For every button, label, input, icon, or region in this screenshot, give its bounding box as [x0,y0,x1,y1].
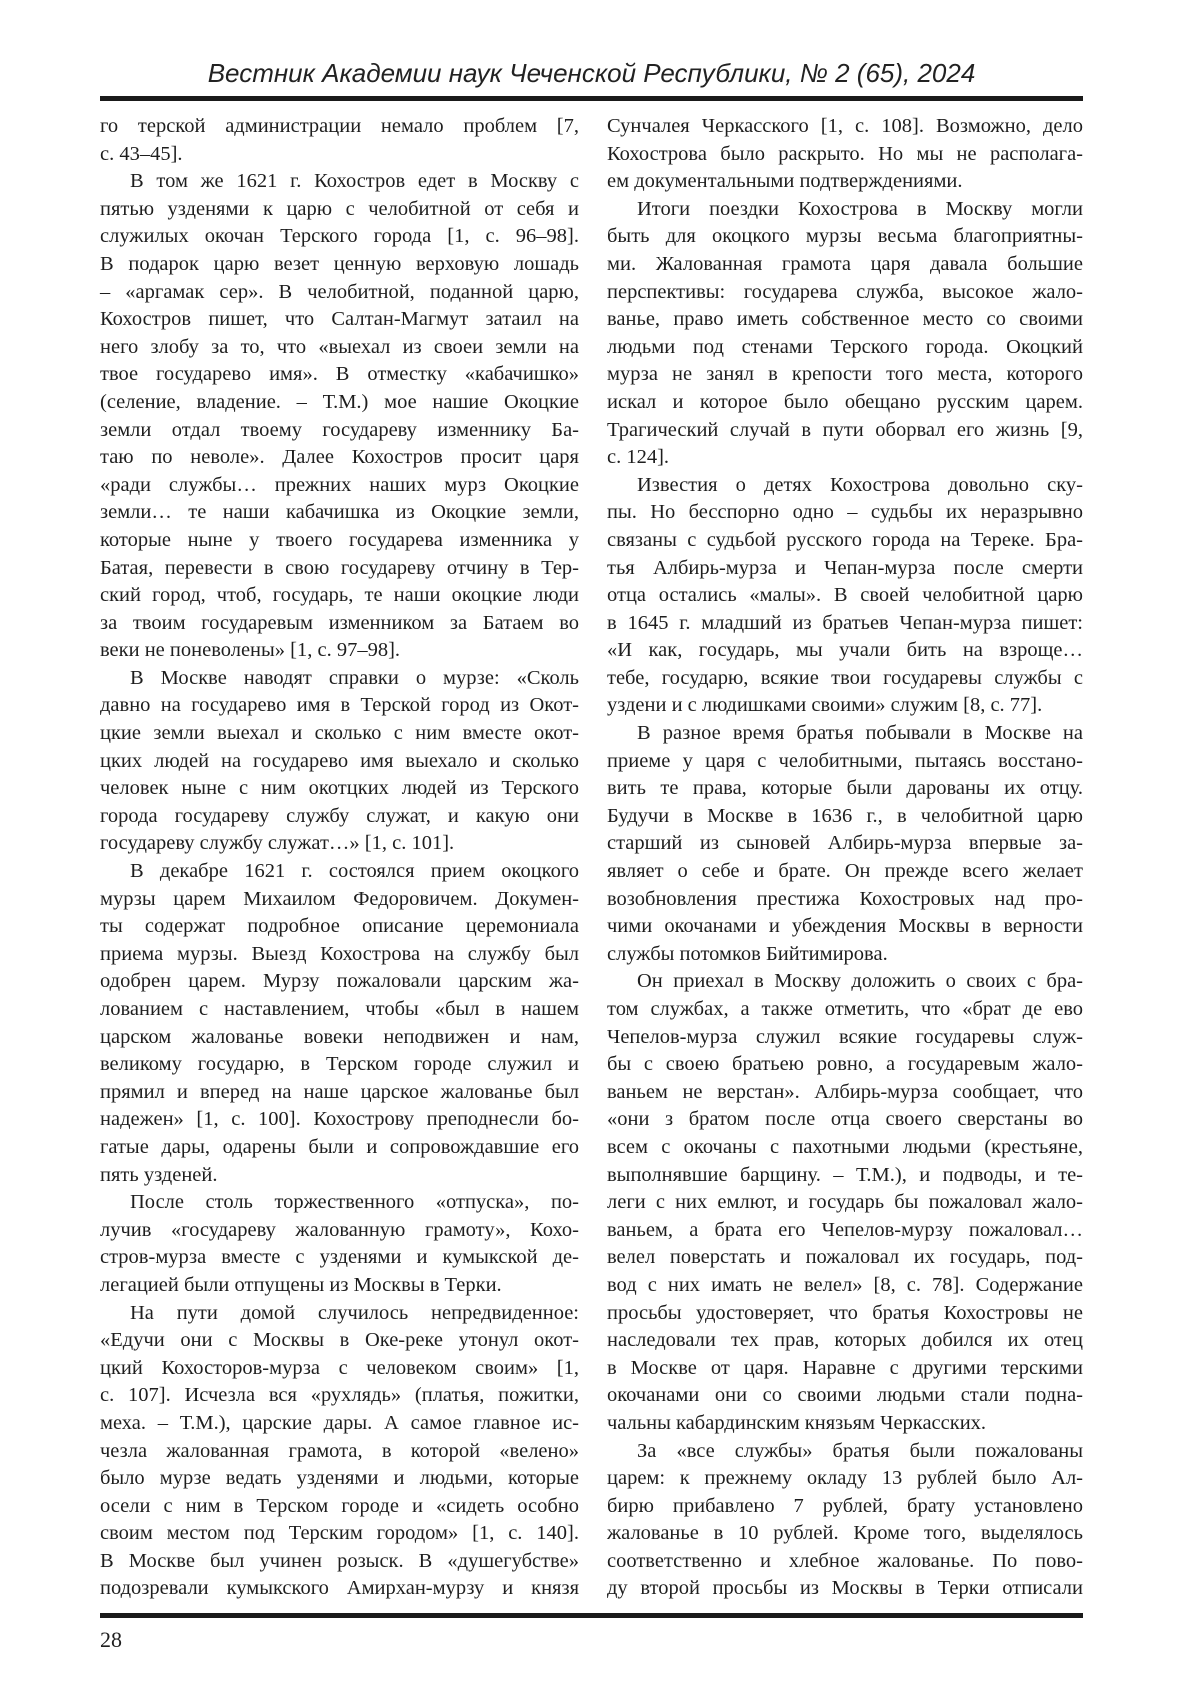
text-line: лованием с наставлением, чтобы «был в нашем [100,996,579,1024]
journal-running-header: Вестник Академии наук Чеченской Республики, № 2 (65), 2024 [100,56,1083,90]
text-line: жалованье в 10 рублей. Кроме того, выделялось [607,1520,1083,1548]
text-line: ваньем не верстан». Албирь-мурза сообщает, что [607,1079,1083,1107]
text-line: После столь торжественного «отпуска», по- [100,1189,579,1217]
text-line: было мурзе ведать узденями и людьми, которые [100,1465,579,1493]
text-line: в Москве от царя. Наравне с другими терскими [607,1355,1083,1383]
text-line: пы. Но бесспорно одно – судьбы их неразрывно [607,499,1083,527]
text-line: В подарок царю везет ценную верховую лошадь [100,251,579,279]
text-line: всем с окочаны с пахотными людьми (крестьяне, [607,1134,1083,1162]
text-line: В декабре 1621 г. состоялся прием окоцкого [100,858,579,886]
text-line: связаны с судьбой русского города на Тереке. Бра- [607,527,1083,555]
text-line: земли отдал твоему государеву изменнику Ба- [100,417,579,445]
paragraph [607,1438,1083,1604]
text-line: человек ныне с ним окотцких людей из Терского [100,775,579,803]
text-line: людьми под стенами Терского города. Окоцкий [607,334,1083,362]
text-line: Трагический случай в пути оборвал его жизнь [9, [607,417,1083,445]
text-line: за твоим государевым изменником за Батаем во [100,610,579,638]
text-line: Известия о детях Кохострова довольно ску- [607,472,1083,500]
text-line: меха. – Т.М.), царские дары. А самое главное ис- [100,1410,579,1438]
text-line: В том же 1621 г. Кохостров едет в Москву с [100,168,579,196]
text-line: ми. Жалованная грамота царя давала большие [607,251,1083,279]
text-line: в 1645 г. младший из братьев Чепан-мурза пишет: [607,610,1083,638]
text-line: своим местом под Терским городом» [1, с. 140]. [100,1520,579,1548]
text-line: приеме у царя с челобитными, пытаясь восстано- [607,748,1083,776]
text-line: вод с них имать не велел» [8, с. 78]. Содержание [607,1272,1083,1300]
paragraph [607,720,1083,968]
text-line: За «все службы» братья были пожалованы [607,1438,1083,1466]
text-line: города государеву службу служат, и какую они [100,803,579,831]
text-line: таю по неволе». Далее Кохостров просит царя [100,444,579,472]
text-line: царском жалованье вовеки неподвижен и нам, [100,1024,579,1052]
text-line: служилых окочан Терского города [1, с. 96–98]. [100,223,579,251]
text-line: пятью узденями к царю с челобитной от себя и [100,196,579,224]
text-line: которые ныне у твоего государева изменника у [100,527,579,555]
text-line: чальны кабардинским князьям Черкасских. [607,1410,1083,1438]
text-line: старший из сыновей Албирь-мурза впервые за- [607,830,1083,858]
text-line: чими окочанами и убеждения Москвы в верности [607,913,1083,941]
text-line: Чепелов-мурза служил всякие государевы служ- [607,1024,1083,1052]
text-line: Кохострова было раскрыто. Но мы не располага- [607,141,1083,169]
text-line: ваньем, а брата его Чепелов-мурзу пожаловал… [607,1217,1083,1245]
text-line: ский город, чтоб, государь, те наши окоцкие люди [100,582,579,610]
text-line: Он приехал в Москву доложить о своих с бра- [607,968,1083,996]
text-line: подозревали кумыкского Амирхан-мурзу и князя [100,1575,579,1603]
text-line: стров-мурза вместе с узденями и кумыкской де- [100,1244,579,1272]
text-line: «И как, государь, мы учали бить на взроще… [607,637,1083,665]
text-line: В разное время братья побывали в Москве на [607,720,1083,748]
text-line: царем: к прежнему окладу 13 рублей было Ал- [607,1465,1083,1493]
text-line: прямил и вперед на наше царское жалованье был [100,1079,579,1107]
text-line: приема мурзы. Выезд Кохострова на службу был [100,941,579,969]
text-line: «Едучи они с Москвы в Оке-реке утонул окот- [100,1327,579,1355]
paragraph [100,858,579,1189]
text-line: пять узденей. [100,1162,579,1190]
text-line: Будучи в Москве в 1636 г., в челобитной царю [607,803,1083,831]
text-line: мурза не занял в крепости того места, которого [607,361,1083,389]
text-line: гатые дары, одарены были и сопровождавшие его [100,1134,579,1162]
text-line: велел поверстать и пожаловал их государь, под- [607,1244,1083,1272]
text-line: – «аргамак сер». В челобитной, поданной царю, [100,279,579,307]
text-line: выполнявшие барщину. – Т.М.), и подводы, и те- [607,1162,1083,1190]
text-line: го терской администрации немало проблем [7, [100,113,579,141]
text-line: быть для окоцкого мурзы весьма благоприятны- [607,223,1083,251]
text-line: наследовали тех прав, которых добился их отец [607,1327,1083,1355]
text-line: Батая, перевести в свою государеву отчину в Тер- [100,555,579,583]
text-line: давно на государево имя в Терской город из Окот- [100,692,579,720]
text-line: отца остались «малы». В своей челобитной царю [607,582,1083,610]
text-line: вить те права, которые были дарованы их отцу. [607,775,1083,803]
paragraph [100,113,579,168]
text-line: земли… те наши кабачишка из Окоцкие земли, [100,499,579,527]
text-line: мурзы царем Михаилом Федоровичем. Докумен- [100,886,579,914]
text-line: него злобу за то, что «выехал из своеи земли на [100,334,579,362]
text-line: твое государево имя». В отместку «кабачишко» [100,361,579,389]
text-line: ты содержат подробное описание церемониала [100,913,579,941]
text-line: леги с них емлют, и государь бы пожаловал жало- [607,1189,1083,1217]
text-line: одобрен царем. Мурзу пожаловали царским жа- [100,968,579,996]
text-line: просьбы удостоверяет, что братья Кохостровы не [607,1300,1083,1328]
text-line: государеву службу служат…» [1, с. 101]. [100,830,579,858]
text-line: тебе, государю, всякие твои государевы службы с [607,665,1083,693]
text-line: уздени и с людишками своими» служим [8, с. 77]. [607,692,1083,720]
text-line: «они з братом после отца своего сверстаны во [607,1106,1083,1134]
text-line: Итоги поездки Кохострова в Москву могли [607,196,1083,224]
paragraph [100,1189,579,1299]
text-line: надежен» [1, с. 100]. Кохострову преподнесли бо- [100,1106,579,1134]
paragraph [607,968,1083,1437]
text-line: тья Албирь-мурза и Чепан-мурза после смерти [607,555,1083,583]
text-line: соответственно и хлебное жалованье. По пово- [607,1548,1083,1576]
text-line: (селение, владение. – Т.М.) мое нашие Окоцкие [100,389,579,417]
text-line: искал и которое было обещано русским царем. [607,389,1083,417]
footer-rule [100,1613,1083,1618]
paragraph [100,665,579,858]
text-line: ванье, право иметь собственное место со своими [607,306,1083,334]
text-line: являет о себе и брате. Он прежде всего желает [607,858,1083,886]
text-line: легацией были отпущены из Москвы в Терки. [100,1272,579,1300]
header-rule [100,96,1083,101]
text-line: великому государю, в Терском городе служил и [100,1051,579,1079]
text-line: На пути домой случилось непредвиденное: [100,1300,579,1328]
text-line: возобновления престижа Кохостровых над про- [607,886,1083,914]
text-line: том службах, а также отметить, что «брат де ево [607,996,1083,1024]
text-line: Сунчалея Черкасского [1, с. 108]. Возможно, дело [607,113,1083,141]
text-line: цкие земли выехал и сколько с ним вместе окот- [100,720,579,748]
text-line: «ради службы… прежних наших мурз Окоцкие [100,472,579,500]
text-line: с. 43–45]. [100,141,579,169]
text-line: с. 107]. Исчезла вся «рухлядь» (платья, пожитки, [100,1382,579,1410]
text-column-right [607,113,1083,1603]
text-line: В Москве был учинен розыск. В «душегубстве» [100,1548,579,1576]
paragraph [607,472,1083,720]
text-line: службы потомков Бийтимирова. [607,941,1083,969]
text-line: ем документальными подтверждениями. [607,168,1083,196]
text-line: чезла жалованная грамота, в которой «велено» [100,1438,579,1466]
text-line: цких людей на государево имя выехало и сколько [100,748,579,776]
text-line: веки не поневолены» [1, с. 97–98]. [100,637,579,665]
paragraph [100,1300,579,1604]
paragraph [607,196,1083,472]
text-line: Кохостров пишет, что Салтан-Магмут затаил на [100,306,579,334]
text-line: осели с ним в Терском городе и «сидеть особно [100,1493,579,1521]
paragraph [100,168,579,665]
text-line: бы с своею братьею ровно, а государевым жало- [607,1051,1083,1079]
text-line: цкий Кохосторов-мурза с человеком своим» [1, [100,1355,579,1383]
text-line: с. 124]. [607,444,1083,472]
text-line: окочанами они со своими людьми стали подна- [607,1382,1083,1410]
text-line: бирю прибавлено 7 рублей, брату установлено [607,1493,1083,1521]
text-line: ду второй просьбы из Москвы в Терки отписали [607,1575,1083,1603]
text-line: лучив «государеву жалованную грамоту», Кохо- [100,1217,579,1245]
text-line: перспективы: государева служба, высокое жало- [607,279,1083,307]
page-number: 28 [100,1626,122,1654]
text-line: В Москве наводят справки о мурзе: «Сколь [100,665,579,693]
paragraph [607,113,1083,196]
text-column-left [100,113,579,1603]
